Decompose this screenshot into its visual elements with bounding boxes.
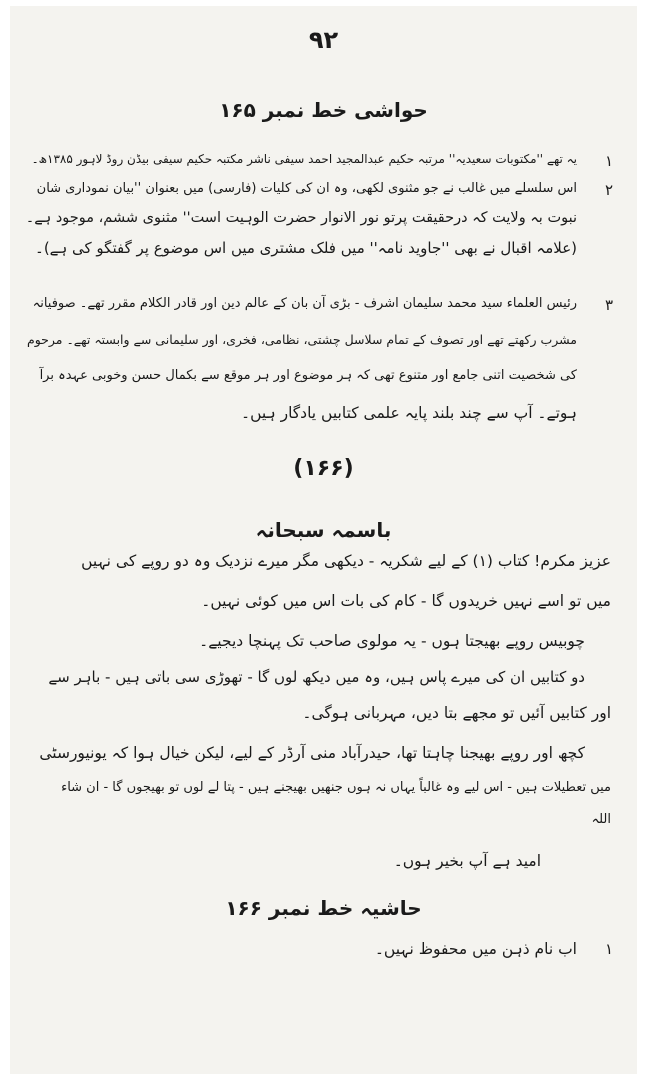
note-166-1-number: ۱ xyxy=(604,940,613,958)
note-165-2-line: اس سلسلے میں غالب نے جو مثنوی لکھی، وہ ان کی کلیات (فارسی) میں بعنوان ''بیان نموداری شان xyxy=(36,181,577,196)
note-165-2-number: ۲ xyxy=(604,181,613,199)
note-165-3-line: مشرب رکھتے تھے اور تصوف کے تمام سلاسل چشتی، نظامی، فخری، اور سلیمانی سے وابستہ تھے۔ مرحوم xyxy=(26,332,577,347)
note-165-3-number: ۳ xyxy=(604,296,613,314)
letter-line: میں تعطیلات ہیں - اس لیے وہ غالباً یہاں نہ ہوں جنھیں بھیجنے ہیں - پتا لے لوں تو بھیجوں گا - ان شاء xyxy=(61,780,611,795)
letter-closing: امید ہے آپ بخیر ہوں۔ xyxy=(393,852,541,870)
letter-line: دو کتابیں ان کی میرے پاس ہیں، وہ میں دیکھ لوں گا - تھوڑی سی باتی ہیں - باہر سے xyxy=(48,668,585,686)
notes-166-heading: حاشیہ خط نمبر ۱۶۶ xyxy=(225,896,422,920)
page-number: ٩٢ xyxy=(308,26,339,54)
notes-165-heading: حواشی خط نمبر ۱۶۵ xyxy=(219,98,428,122)
letter-line: اللہ xyxy=(591,812,611,827)
note-165-2-line: (علامہ اقبال نے بھی ''جاوید نامہ'' میں فلک مشتری میں اس موضوع پر گفتگو کی ہے)۔ xyxy=(35,239,577,257)
letter-line: عزیز مکرم! کتاب (۱) کے لیے شکریہ - دیکھی مگر میرے نزدیک وہ دو روپے کی نہیں xyxy=(81,552,611,570)
note-165-1-number: ۱ xyxy=(604,152,613,170)
letter-line: میں تو اسے نہیں خریدوں گا - کام کی بات اس میں کوئی نہیں۔ xyxy=(201,592,611,610)
note-165-3-line: کی شخصیت اتنی جامع اور متنوع تھی کہ ہر موضوع اور ہر موقع سے بکمال حسن وخوبی عہدہ برآ xyxy=(39,368,577,383)
letter-line: چوبیس روپے بھیجتا ہوں - یہ مولوی صاحب تک پہنچا دیجیے۔ xyxy=(199,632,585,650)
letter-line: اور کتابیں آئیں تو مجھے بتا دیں، مہربانی ہوگی۔ xyxy=(302,704,611,722)
letter-number-heading: (۱۶۶) xyxy=(293,456,354,481)
note-165-2-line: نبوت بہ ولایت کہ درحقیقت پرتو نور الانوار حضرت الوہیت است'' مثنوی ششم، موجود ہے۔ xyxy=(25,210,577,226)
letter-line: کچھ اور روپے بھیجنا چاہتا تھا، حیدرآباد منی آرڈر کے لیے، لیکن خیال ہوا کہ یونیورسٹی xyxy=(39,744,585,762)
note-165-1-line: یہ تھے ''مکتوبات سعیدیہ'' مرتبہ حکیم عبدالمجید احمد سیفی ناشر مکتبہ حکیم سیفی بیڈن روڈ لاہور ۱۳۸۵ھ۔ xyxy=(31,152,577,166)
letter-invocation: باسمہ سبحانہ xyxy=(255,518,392,542)
note-165-3-line: رئیس العلماء سید محمد سلیمان اشرف - بڑی آن بان کے عالم دین اور قادر الکلام مقرر تھے۔ صوفیانہ xyxy=(32,296,577,311)
note-165-3-line: ہوتے۔ آپ سے چند بلند پایہ علمی کتابیں یادگار ہیں۔ xyxy=(241,404,577,422)
book-page xyxy=(10,6,637,1074)
note-166-1-line: اب نام ذہن میں محفوظ نہیں۔ xyxy=(374,940,577,958)
